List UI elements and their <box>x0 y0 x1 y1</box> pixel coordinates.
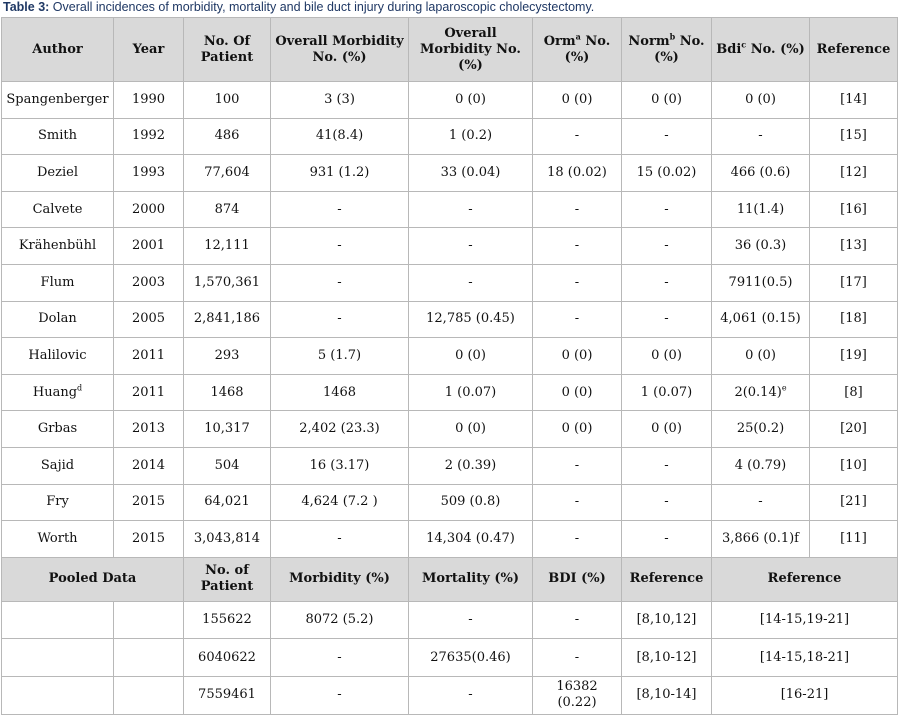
cell-om2: 1 (0.2) <box>409 118 533 155</box>
cell-bdi: 36 (0.3) <box>712 228 810 265</box>
cell-bdi: - <box>712 118 810 155</box>
cell-om2: 0 (0) <box>409 338 533 375</box>
cell-norm: - <box>622 521 712 558</box>
cell-author: Deziel <box>2 155 114 192</box>
header-reference: Reference <box>810 18 898 82</box>
header-patients: No. Of Patient <box>184 18 271 82</box>
cell-om2: 12,785 (0.45) <box>409 301 533 338</box>
pooled-cell-bdi: - <box>533 601 622 639</box>
cell-orm: - <box>533 484 622 521</box>
pooled-cell-mortality: 27635(0.46) <box>409 639 533 677</box>
cell-norm: - <box>622 484 712 521</box>
pooled-cell-empty <box>114 601 184 639</box>
cell-norm: - <box>622 228 712 265</box>
pooled-cell-empty <box>2 677 114 715</box>
cell-patients: 10,317 <box>184 411 271 448</box>
cell-bdi: 0 (0) <box>712 338 810 375</box>
table-row <box>2 155 898 192</box>
cell-om2: - <box>409 228 533 265</box>
cell-om2: 14,304 (0.47) <box>409 521 533 558</box>
cell-author: Fry <box>2 484 114 521</box>
cell-ref: [19] <box>810 338 898 375</box>
cell-ref: [11] <box>810 521 898 558</box>
cell-orm: - <box>533 521 622 558</box>
cell-om1: 931 (1.2) <box>271 155 409 192</box>
table-row <box>2 301 898 338</box>
cell-patients: 3,043,814 <box>184 521 271 558</box>
cell-om2: 1 (0.07) <box>409 374 533 411</box>
cell-om1: - <box>271 264 409 301</box>
pooled-cell-empty <box>114 639 184 677</box>
cell-ref: [18] <box>810 301 898 338</box>
table-row <box>2 374 898 411</box>
pooled-cell-bdi: - <box>533 639 622 677</box>
cell-author: Flum <box>2 264 114 301</box>
cell-author: Spangenberger <box>2 82 114 119</box>
header-overall-morbidity-1: Overall Morbidity No. (%) <box>271 18 409 82</box>
cell-ref: [10] <box>810 447 898 484</box>
cell-norm: 0 (0) <box>622 411 712 448</box>
cell-year: 2011 <box>114 338 184 375</box>
cell-author: Calvete <box>2 191 114 228</box>
cell-year: 2011 <box>114 374 184 411</box>
table-row <box>2 338 898 375</box>
cell-patients: 1468 <box>184 374 271 411</box>
cell-norm: - <box>622 191 712 228</box>
cell-year: 2003 <box>114 264 184 301</box>
cell-orm: 0 (0) <box>533 338 622 375</box>
pooled-row <box>2 639 898 677</box>
cell-year: 2001 <box>114 228 184 265</box>
pooled-cell-ref2: [14-15,19-21] <box>712 601 898 639</box>
table-row <box>2 447 898 484</box>
cell-ref: [20] <box>810 411 898 448</box>
cell-orm: - <box>533 301 622 338</box>
cell-ref: [16] <box>810 191 898 228</box>
cell-author: Smith <box>2 118 114 155</box>
table-row <box>2 521 898 558</box>
cell-bdi: $2(0.14)^e$ <box>712 374 810 411</box>
header-author: Author <box>2 18 114 82</box>
cell-om1: 4,624 (7.2 ) <box>271 484 409 521</box>
cell-year: 2000 <box>114 191 184 228</box>
cell-patients: 504 <box>184 447 271 484</box>
cell-author: Halilovic <box>2 338 114 375</box>
cell-patients: 100 <box>184 82 271 119</box>
cell-norm: 0 (0) <box>622 82 712 119</box>
cell-orm: - <box>533 447 622 484</box>
cell-norm: - <box>622 447 712 484</box>
pooled-cell-patients: 6040622 <box>184 639 271 677</box>
cell-bdi: 25(0.2) <box>712 411 810 448</box>
cell-ref: [14] <box>810 82 898 119</box>
cell-norm: - <box>622 264 712 301</box>
pooled-header-reference-1: Reference <box>622 557 712 601</box>
header-year: Year <box>114 18 184 82</box>
pooled-cell-ref1: [8,10-14] <box>622 677 712 715</box>
pooled-cell-empty <box>2 601 114 639</box>
cell-om1: 3 (3) <box>271 82 409 119</box>
cell-om2: 33 (0.04) <box>409 155 533 192</box>
pooled-header-label: Pooled Data <box>2 557 184 601</box>
cell-orm: 0 (0) <box>533 374 622 411</box>
cell-ref: [8] <box>810 374 898 411</box>
cell-bdi: 11(1.4) <box>712 191 810 228</box>
cell-patients: 12,111 <box>184 228 271 265</box>
cell-patients: 1,570,361 <box>184 264 271 301</box>
cell-om2: - <box>409 264 533 301</box>
cell-orm: - <box>533 118 622 155</box>
pooled-cell-ref2: [14-15,18-21] <box>712 639 898 677</box>
cell-om1: 1468 <box>271 374 409 411</box>
cell-ref: [15] <box>810 118 898 155</box>
table-row <box>2 264 898 301</box>
cell-author: Huang$^d$ <box>2 374 114 411</box>
cell-author: Grbas <box>2 411 114 448</box>
cell-om1: 41(8.4) <box>271 118 409 155</box>
cell-year: 2015 <box>114 521 184 558</box>
cell-patients: 64,021 <box>184 484 271 521</box>
cell-bdi: 0 (0) <box>712 82 810 119</box>
cell-orm: 0 (0) <box>533 82 622 119</box>
cell-om1: - <box>271 228 409 265</box>
cell-bdi: 466 (0.6) <box>712 155 810 192</box>
cell-patients: 293 <box>184 338 271 375</box>
pooled-cell-empty <box>114 677 184 715</box>
cell-patients: 77,604 <box>184 155 271 192</box>
pooled-cell-patients: 155622 <box>184 601 271 639</box>
pooled-cell-patients: 7559461 <box>184 677 271 715</box>
header-bdi: Bdi$^c$ No. (%) <box>712 18 810 82</box>
cell-om1: 2,402 (23.3) <box>271 411 409 448</box>
cell-bdi: - <box>712 484 810 521</box>
pooled-cell-bdi: 16382 (0.22) <box>533 677 622 715</box>
pooled-cell-ref2: [16-21] <box>712 677 898 715</box>
pooled-cell-morbidity: - <box>271 639 409 677</box>
cell-ref: [13] <box>810 228 898 265</box>
cell-om2: - <box>409 191 533 228</box>
results-table <box>1 17 898 715</box>
cell-orm: 18 (0.02) <box>533 155 622 192</box>
cell-patients: 486 <box>184 118 271 155</box>
cell-bdi: 4,061 (0.15) <box>712 301 810 338</box>
cell-norm: 15 (0.02) <box>622 155 712 192</box>
pooled-cell-morbidity: 8072 (5.2) <box>271 601 409 639</box>
header-overall-morbidity-2: Overall Morbidity No. (%) <box>409 18 533 82</box>
cell-om1: 5 (1.7) <box>271 338 409 375</box>
cell-year: 1993 <box>114 155 184 192</box>
pooled-header-mortality: Mortality (%) <box>409 557 533 601</box>
cell-norm: 0 (0) <box>622 338 712 375</box>
cell-author: Worth <box>2 521 114 558</box>
table-row <box>2 191 898 228</box>
cell-patients: 874 <box>184 191 271 228</box>
cell-bdi: 7911(0.5) <box>712 264 810 301</box>
cell-om1: - <box>271 191 409 228</box>
pooled-cell-morbidity: - <box>271 677 409 715</box>
cell-orm: - <box>533 191 622 228</box>
table-row <box>2 82 898 119</box>
cell-year: 1992 <box>114 118 184 155</box>
cell-year: 2015 <box>114 484 184 521</box>
cell-ref: [21] <box>810 484 898 521</box>
table-header-row <box>2 18 898 82</box>
cell-author: Krähenbühl <box>2 228 114 265</box>
cell-author: Sajid <box>2 447 114 484</box>
pooled-header-patients: No. of Patient <box>184 557 271 601</box>
cell-om1: - <box>271 301 409 338</box>
caption-text: Overall incidences of morbidity, mortality and bile duct injury during laparoscopic cholecystectomy. <box>52 0 595 14</box>
cell-year: 2014 <box>114 447 184 484</box>
cell-ref: [12] <box>810 155 898 192</box>
cell-year: 2005 <box>114 301 184 338</box>
cell-om1: - <box>271 521 409 558</box>
pooled-row <box>2 601 898 639</box>
table-caption <box>3 0 594 16</box>
cell-patients: 2,841,186 <box>184 301 271 338</box>
pooled-cell-empty <box>2 639 114 677</box>
pooled-cell-mortality: - <box>409 601 533 639</box>
cell-orm: - <box>533 264 622 301</box>
caption-label: Table 3: <box>3 0 50 14</box>
pooled-cell-ref1: [8,10-12] <box>622 639 712 677</box>
pooled-header-row <box>2 557 898 601</box>
cell-om2: 0 (0) <box>409 82 533 119</box>
cell-norm: - <box>622 301 712 338</box>
cell-year: 1990 <box>114 82 184 119</box>
cell-om1: 16 (3.17) <box>271 447 409 484</box>
cell-om2: 0 (0) <box>409 411 533 448</box>
cell-norm: - <box>622 118 712 155</box>
pooled-cell-ref1: [8,10,12] <box>622 601 712 639</box>
cell-norm: 1 (0.07) <box>622 374 712 411</box>
cell-bdi: 4 (0.79) <box>712 447 810 484</box>
cell-author: Dolan <box>2 301 114 338</box>
table-row <box>2 411 898 448</box>
header-norm: Norm$^b$ No. (%) <box>622 18 712 82</box>
header-orm: Orm$^a$ No. (%) <box>533 18 622 82</box>
pooled-header-morbidity: Morbidity (%) <box>271 557 409 601</box>
cell-om2: 509 (0.8) <box>409 484 533 521</box>
pooled-cell-mortality: - <box>409 677 533 715</box>
cell-year: 2013 <box>114 411 184 448</box>
cell-om2: 2 (0.39) <box>409 447 533 484</box>
table-row <box>2 228 898 265</box>
pooled-header-bdi: BDI (%) <box>533 557 622 601</box>
cell-ref: [17] <box>810 264 898 301</box>
table-row <box>2 118 898 155</box>
cell-orm: - <box>533 228 622 265</box>
table-row <box>2 484 898 521</box>
pooled-header-reference-2: Reference <box>712 557 898 601</box>
cell-orm: 0 (0) <box>533 411 622 448</box>
pooled-row <box>2 677 898 715</box>
cell-bdi: 3,866 (0.1)f <box>712 521 810 558</box>
